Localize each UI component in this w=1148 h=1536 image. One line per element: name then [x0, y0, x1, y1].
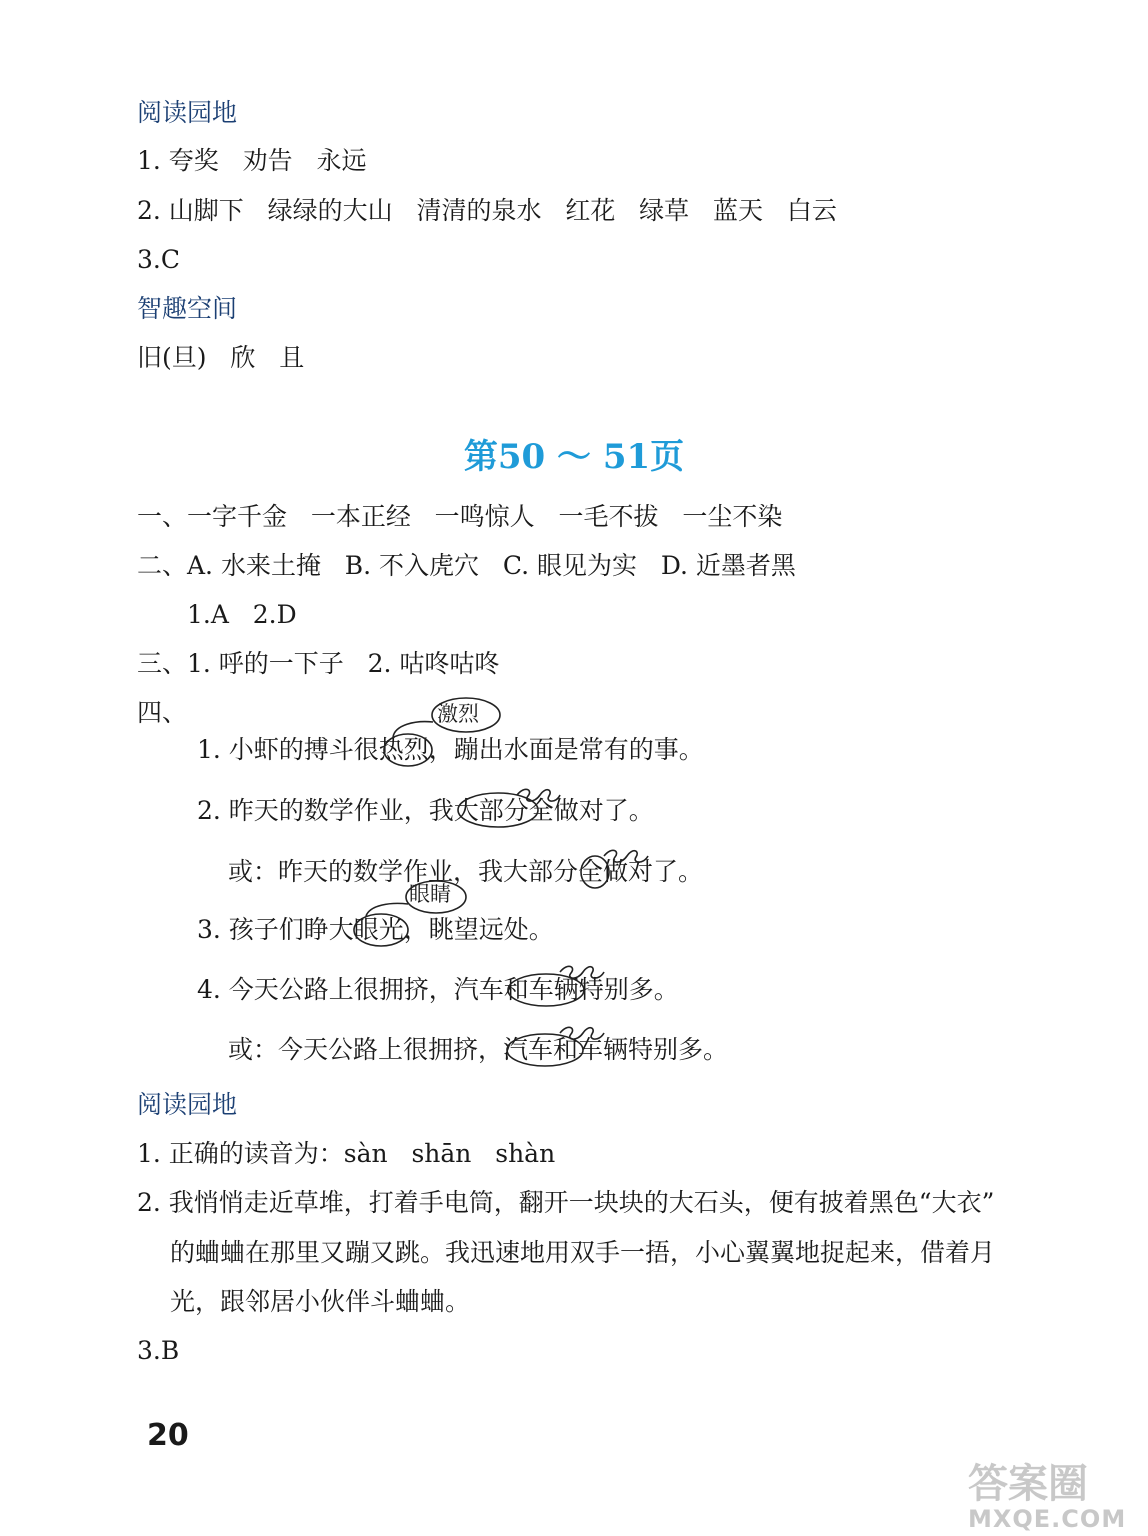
reading-q2: 2. 山脚下 绿绿的大山 清清的泉水 红花 绿草 蓝天 白云 — [137, 196, 837, 225]
reading2-q2-line-2: 的蛐蛐在那里又蹦又跳。我迅速地用双手一捂，小心翼翼地捉起来，借着月 — [170, 1238, 996, 1267]
section-heading-puzzle: 智趣空间 — [137, 294, 238, 323]
answer-four-item-2: 2. 昨天的数学作业，我大部分全做对了。 — [197, 796, 654, 825]
answer-two: 二、A. 水来土掩 B. 不入虎穴 C. 眼见为实 D. 近墨者黑 — [137, 551, 796, 580]
correction-word-2: 眼睛 — [409, 882, 451, 906]
puzzle-line: 旧(旦) 欣 且 — [137, 343, 305, 372]
reading-q1: 1. 夸奖 劝告 永远 — [137, 146, 367, 175]
answer-one: 一、一字千金 一本正经 一鸣惊人 一毛不拔 一尘不染 — [137, 502, 783, 531]
answer-four-item-1: 1. 小虾的搏斗很热烈，蹦出水面是常有的事。 — [197, 735, 704, 764]
section-heading-reading-2: 阅读园地 — [137, 1090, 238, 1119]
correction-word-1: 激烈 — [437, 702, 479, 726]
reading2-q2-line-3: 光，跟邻居小伙伴斗蛐蛐。 — [170, 1287, 471, 1316]
page-range-title: 第50 ～ 51页 — [463, 437, 685, 477]
reading2-q1: 1. 正确的读音为：sàn shān shàn — [137, 1139, 556, 1168]
reading2-q2-line-1: 2. 我悄悄走近草堆，打着手电筒，翻开一块块的大石头，便有披着黑色“大衣” — [137, 1188, 995, 1217]
answer-four-item-2-alt: 或：昨天的数学作业，我大部分全做对了。 — [228, 857, 704, 886]
answer-three: 三、1. 呼的一下子 2. 咕咚咕咚 — [137, 649, 500, 678]
page-number: 20 — [147, 1418, 189, 1453]
answer-four-item-4-alt: 或：今天公路上很拥挤，汽车和车辆特别多。 — [228, 1035, 729, 1064]
reading-q3: 3.C — [137, 245, 180, 274]
answer-two-sub: 1.A 2.D — [187, 600, 297, 629]
watermark-url: MXQE.COM — [968, 1505, 1127, 1533]
section-heading-reading: 阅读园地 — [137, 98, 238, 127]
answer-four-item-4: 4. 今天公路上很拥挤，汽车和车辆特别多。 — [197, 975, 679, 1004]
watermark-logo: 答案圈 — [968, 1461, 1088, 1507]
answer-four-item-3: 3. 孩子们睁大眼光，眺望远处。 — [197, 915, 554, 944]
reading2-q3: 3.B — [137, 1336, 180, 1365]
answer-four-label: 四、 — [137, 698, 188, 727]
